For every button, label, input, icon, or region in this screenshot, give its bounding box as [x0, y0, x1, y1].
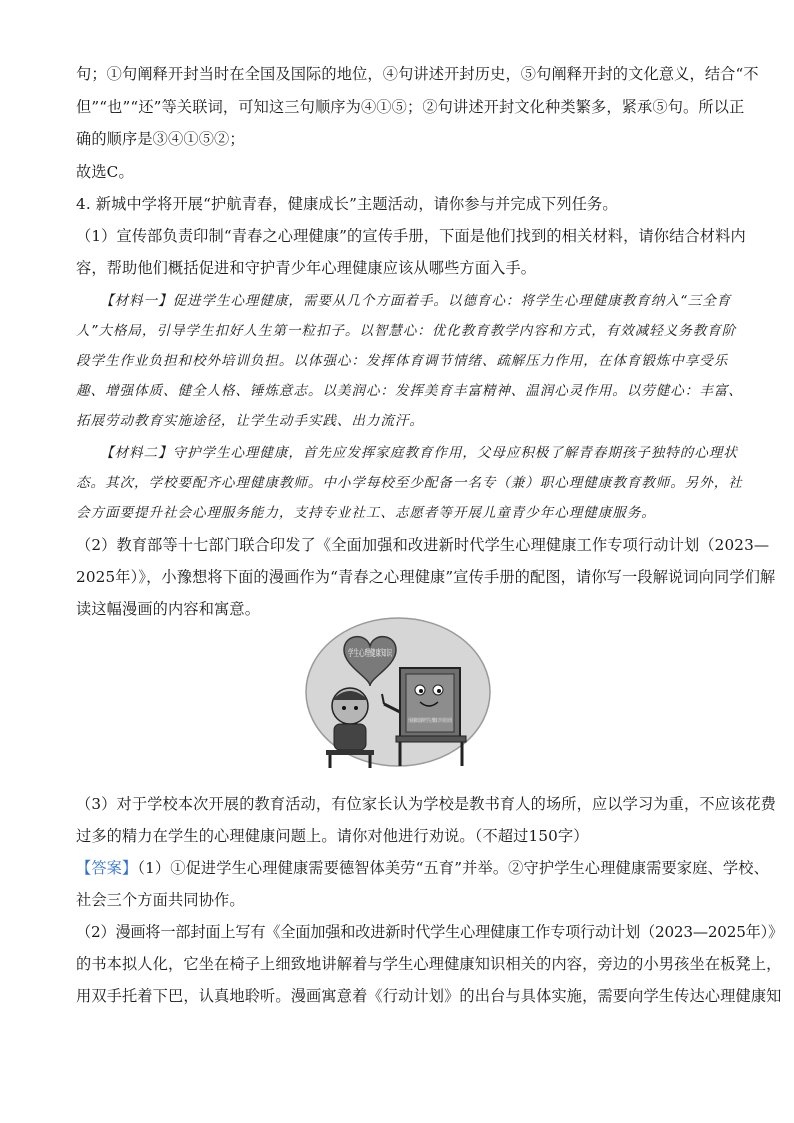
task-3-line: （3）对于学校本次开展的教育活动，有位家长认为学校是教书育人的场所，应以学习为重，不应该花费	[76, 795, 776, 813]
task-1-line: （1）宣传部负责印制“青春之心理健康”的宣传手册，下面是他们找到的相关材料，请你结合材料内	[76, 227, 746, 245]
task-2-line: 2025年）》，小豫想将下面的漫画作为“青春之心理健康”宣传手册的配图，请你写一段解说词向同学们解	[76, 568, 776, 586]
material-1-line: 人”大格局，引导学生扣好人生第一粒扣子。以智慧心：优化教育教学内容和方式，有效减轻义务教育阶	[76, 323, 737, 339]
text-line: 确的顺序是③④①⑤②；	[76, 130, 245, 148]
text-line: 句；①句阐释开封当时在全国及国际的地位，④句讲述开封历史，⑤句阐释开封的文化意义，结合“不	[76, 65, 759, 83]
answer-text: （1）①促进学生心理健康需要德智体美劳“五育”并举。②守护学生心理健康需要家庭、学校、	[137, 859, 769, 877]
answer-line	[76, 858, 769, 878]
answer-line: （2）漫画将一部封面上写有《全面加强和改进新时代学生心理健康工作专项行动计划（2023—2025年）》	[76, 923, 784, 941]
answer-label: 【答案】	[76, 859, 138, 877]
material-1-line: 拓展劳动教育实施途径，让学生动手实践、出力流汗。	[76, 413, 424, 429]
heart-label: 学生心理健康知识	[348, 649, 421, 659]
material-2-line: 态。其次，学校要配齐心理健康教师。中小学每校至少配备一名专（兼）职心理健康教育教师。另外，社	[76, 475, 743, 491]
answer-line: 的书本拟人化，它坐在椅子上细致地讲解着与学生心理健康知识相关的内容，旁边的小男孩坐在板凳上，	[76, 955, 782, 973]
answer-line: 用双手托着下巴，认真地聆听。漫画寓意着《行动计划》的出台与具体实施，需要向学生传达心理健康知	[76, 987, 782, 1005]
text-line: 故选C。	[76, 163, 134, 181]
material-2-line: 会方面要提升社会心理服务能力，支持专业社工、志愿者等开展儿童青少年心理健康服务。	[76, 505, 656, 521]
book-cover-text	[408, 717, 452, 724]
boy-body	[334, 724, 366, 750]
task-2-line: （2）教育部等十七部门联合印发了《全面加强和改进新时代学生心理健康工作专项行动计划（2023—	[76, 536, 770, 554]
material-1-line: 段学生作业负担和校外培训负担。以体强心：发挥体育调节情绪、疏解压力作用，在体育锻炼中享受乐	[76, 353, 729, 369]
material-1-line: 【材料一】促进学生心理健康，需要从几个方面着手。以德育心：将学生心理健康教育纳入“三全育	[100, 293, 732, 309]
cartoon-image	[304, 612, 492, 774]
task-2-line: 读这幅漫画的内容和寓意。	[76, 600, 261, 618]
task-1-line: 容，帮助他们概括促进和守护青少年心理健康应该从哪些方面入手。	[76, 259, 537, 277]
text-line: 但”“也”“还”等关联词，可知这三句顺序为④①⑤；②句讲述开封文化种类繁多，紧承⑤句。所以正	[76, 98, 745, 116]
material-2-line: 【材料二】守护学生心理健康，首先应发挥家庭教育作用，父母应积极了解青春期孩子独特的心理状	[100, 445, 738, 461]
question-4-title: 4. 新城中学将开展“护航青春，健康成长”主题活动，请你参与并完成下列任务。	[76, 195, 618, 213]
material-1-line: 趣、增强体质、健全人格、锤炼意志。以美润心：发挥美育丰富精神、温润心灵作用。以劳健心：丰富、	[76, 383, 743, 399]
answer-line: 社会三个方面共同协作。	[76, 891, 245, 909]
task-3-line: 过多的精力在学生的心理健康问题上。请你对他进行劝说。（不超过150字）	[76, 827, 589, 845]
